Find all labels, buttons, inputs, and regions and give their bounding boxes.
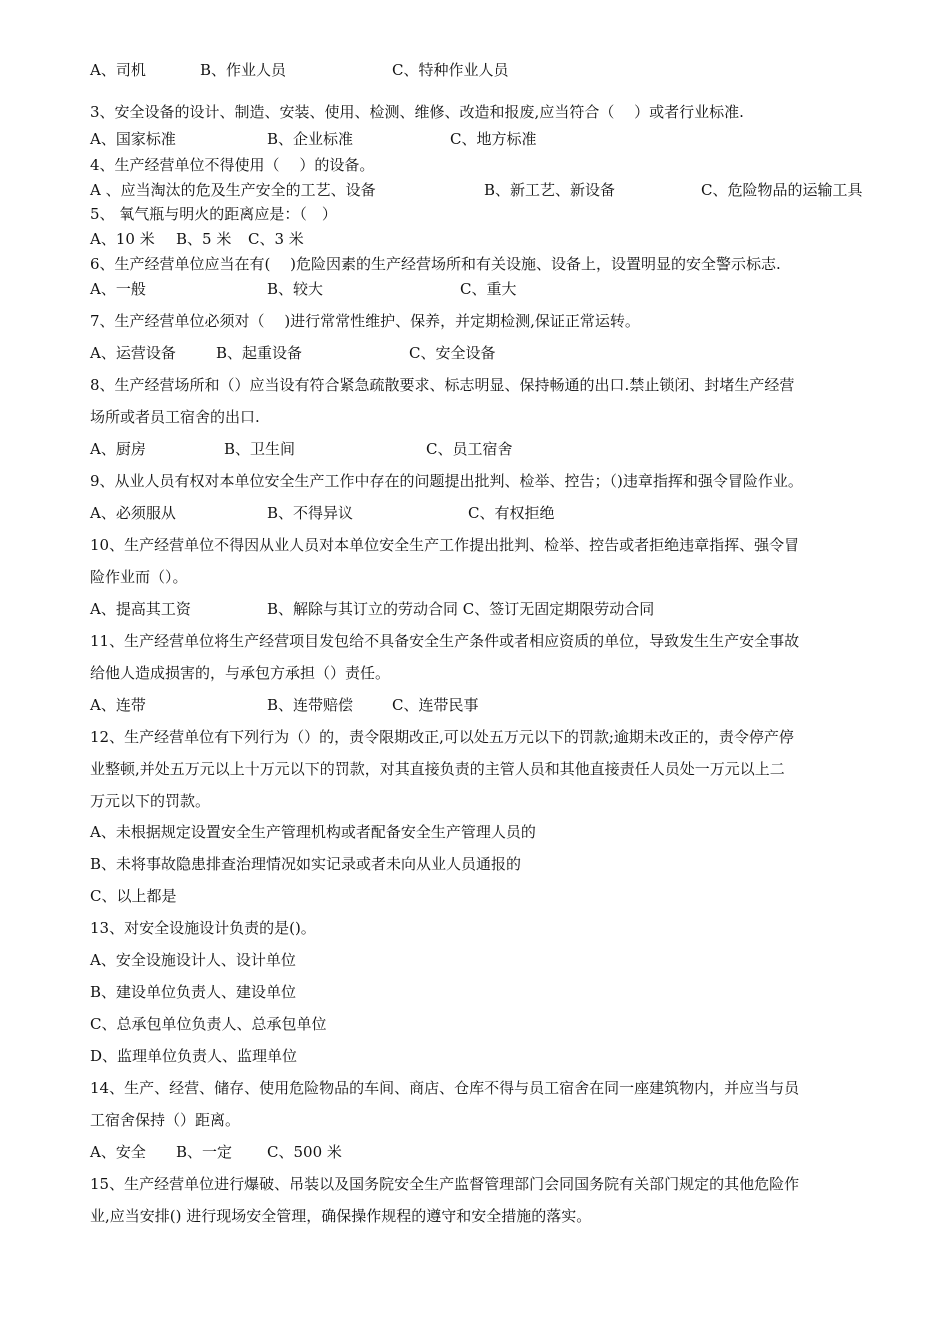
q7-option-a: A、运营设备	[90, 344, 176, 362]
q14-option-c: C、500 米	[267, 1143, 342, 1161]
q4-option-c: C、危险物品的运输工具	[701, 181, 863, 199]
q7-option-c: C、安全设备	[409, 344, 496, 362]
q8-stem-line1: 8、生产经营场所和（）应当设有符合紧急疏散要求、标志明显、保持畅通的出口.禁止锁闭、封堵生产经营	[90, 376, 795, 394]
q5-option-a: A、10 米	[90, 230, 155, 248]
q5-option-c: C、3 米	[248, 230, 304, 248]
q12-option-c: C、以上都是	[90, 887, 177, 905]
q6-option-a: A、一般	[90, 280, 146, 298]
q10-option-a: A、提高其工资	[90, 600, 191, 618]
q4-option-a: A 、应当淘汰的危及生产安全的工艺、设备	[90, 181, 376, 199]
q3-stem: 3、安全设备的设计、制造、安装、使用、检测、维修、改造和报废,应当符合（ ）或者行业标准.	[90, 103, 744, 121]
q12-stem-line1: 12、生产经营单位有下列行为（）的，责令限期改正,可以处五万元以下的罚款;逾期未改正的，责令停产停	[90, 728, 794, 746]
q9-option-a: A、必须服从	[90, 504, 176, 522]
q14-option-a: A、安全	[90, 1143, 146, 1161]
q8-option-a: A、厨房	[90, 440, 146, 458]
q3-option-c: C、地方标准	[450, 130, 537, 148]
q11-stem-line1: 11、生产经营单位将生产经营项目发包给不具备安全生产条件或者相应资质的单位，导致发生生产安全事故	[90, 632, 800, 650]
q11-option-c: C、连带民事	[392, 696, 479, 714]
q3-option-a: A、国家标准	[90, 130, 176, 148]
q4-option-b: B、新工艺、新设备	[484, 181, 616, 199]
q12-stem-line3: 万元以下的罚款。	[90, 792, 211, 810]
q11-option-b: B、连带赔偿	[267, 696, 354, 714]
q7-stem: 7、生产经营单位必须对（ )进行常常性维护、保养，并定期检测,保证正常运转。	[90, 312, 640, 330]
q13-option-c: C、总承包单位负责人、总承包单位	[90, 1015, 327, 1033]
q6-option-c: C、重大	[460, 280, 517, 298]
q13-option-b: B、建设单位负责人、建设单位	[90, 983, 297, 1001]
q13-option-a: A、安全设施设计人、设计单位	[90, 951, 296, 969]
q9-option-b: B、不得异议	[267, 504, 354, 522]
q12-option-b: B、未将事故隐患排查治理情况如实记录或者未向从业人员通报的	[90, 855, 522, 873]
q15-stem-line2: 业,应当安排() 进行现场安全管理，确保操作规程的遵守和安全措施的落实。	[90, 1207, 592, 1225]
q14-stem-line1: 14、生产、经营、储存、使用危险物品的车间、商店、仓库不得与员工宿舍在同一座建筑物内，并应当与员	[90, 1079, 800, 1097]
q7-option-b: B、起重设备	[216, 344, 303, 362]
q14-option-b: B、一定	[176, 1143, 233, 1161]
q9-option-c: C、有权拒绝	[468, 504, 555, 522]
q2-option-b: B、作业人员	[200, 61, 287, 79]
q12-stem-line2: 业整顿,并处五万元以上十万元以下的罚款，对其直接负责的主管人员和其他直接责任人员处一万元以上二	[90, 760, 785, 778]
q9-stem: 9、从业人员有权对本单位安全生产工作中存在的问题提出批判、检举、控告；（)违章指挥和强令冒险作业。	[90, 472, 803, 490]
q12-option-a: A、未根据规定设置安全生产管理机构或者配备安全生产管理人员的	[90, 823, 536, 841]
q14-stem-line2: 工宿舍保持（）距离。	[90, 1111, 241, 1129]
q2-option-a: A、司机	[90, 61, 146, 79]
q6-option-b: B、较大	[267, 280, 324, 298]
q5-stem: 5、 氧气瓶与明火的距离应是：（ ）	[90, 205, 337, 223]
q15-stem-line1: 15、生产经营单位进行爆破、吊装以及国务院安全生产监督管理部门会同国务院有关部门规定的其他危险作	[90, 1175, 800, 1193]
q10-stem-line1: 10、生产经营单位不得因从业人员对本单位安全生产工作提出批判、检举、控告或者拒绝违章指挥、强令冒	[90, 536, 800, 554]
q11-stem-line2: 给他人造成损害的，与承包方承担（）责任。	[90, 664, 391, 682]
q8-option-b: B、卫生间	[224, 440, 296, 458]
q4-stem: 4、生产经营单位不得使用（ ）的设备。	[90, 156, 375, 174]
q2-option-c: C、特种作业人员	[392, 61, 509, 79]
q11-option-a: A、连带	[90, 696, 146, 714]
q5-option-b: B、5 米	[176, 230, 232, 248]
q13-stem: 13、对安全设施设计负责的是()。	[90, 919, 316, 937]
q3-option-b: B、企业标准	[267, 130, 354, 148]
q13-option-d: D、监理单位负责人、监理单位	[90, 1047, 298, 1065]
q8-option-c: C、员工宿舍	[426, 440, 513, 458]
q10-option-bc: B、解除与其订立的劳动合同 C、签订无固定期限劳动合同	[267, 600, 655, 618]
q8-stem-line2: 场所或者员工宿舍的出口.	[90, 408, 260, 426]
q10-stem-line2: 险作业而（）。	[90, 568, 188, 586]
q6-stem: 6、生产经营单位应当在有( )危险因素的生产经营场所和有关设施、设备上，设置明显的安全警示标志.	[90, 255, 781, 273]
